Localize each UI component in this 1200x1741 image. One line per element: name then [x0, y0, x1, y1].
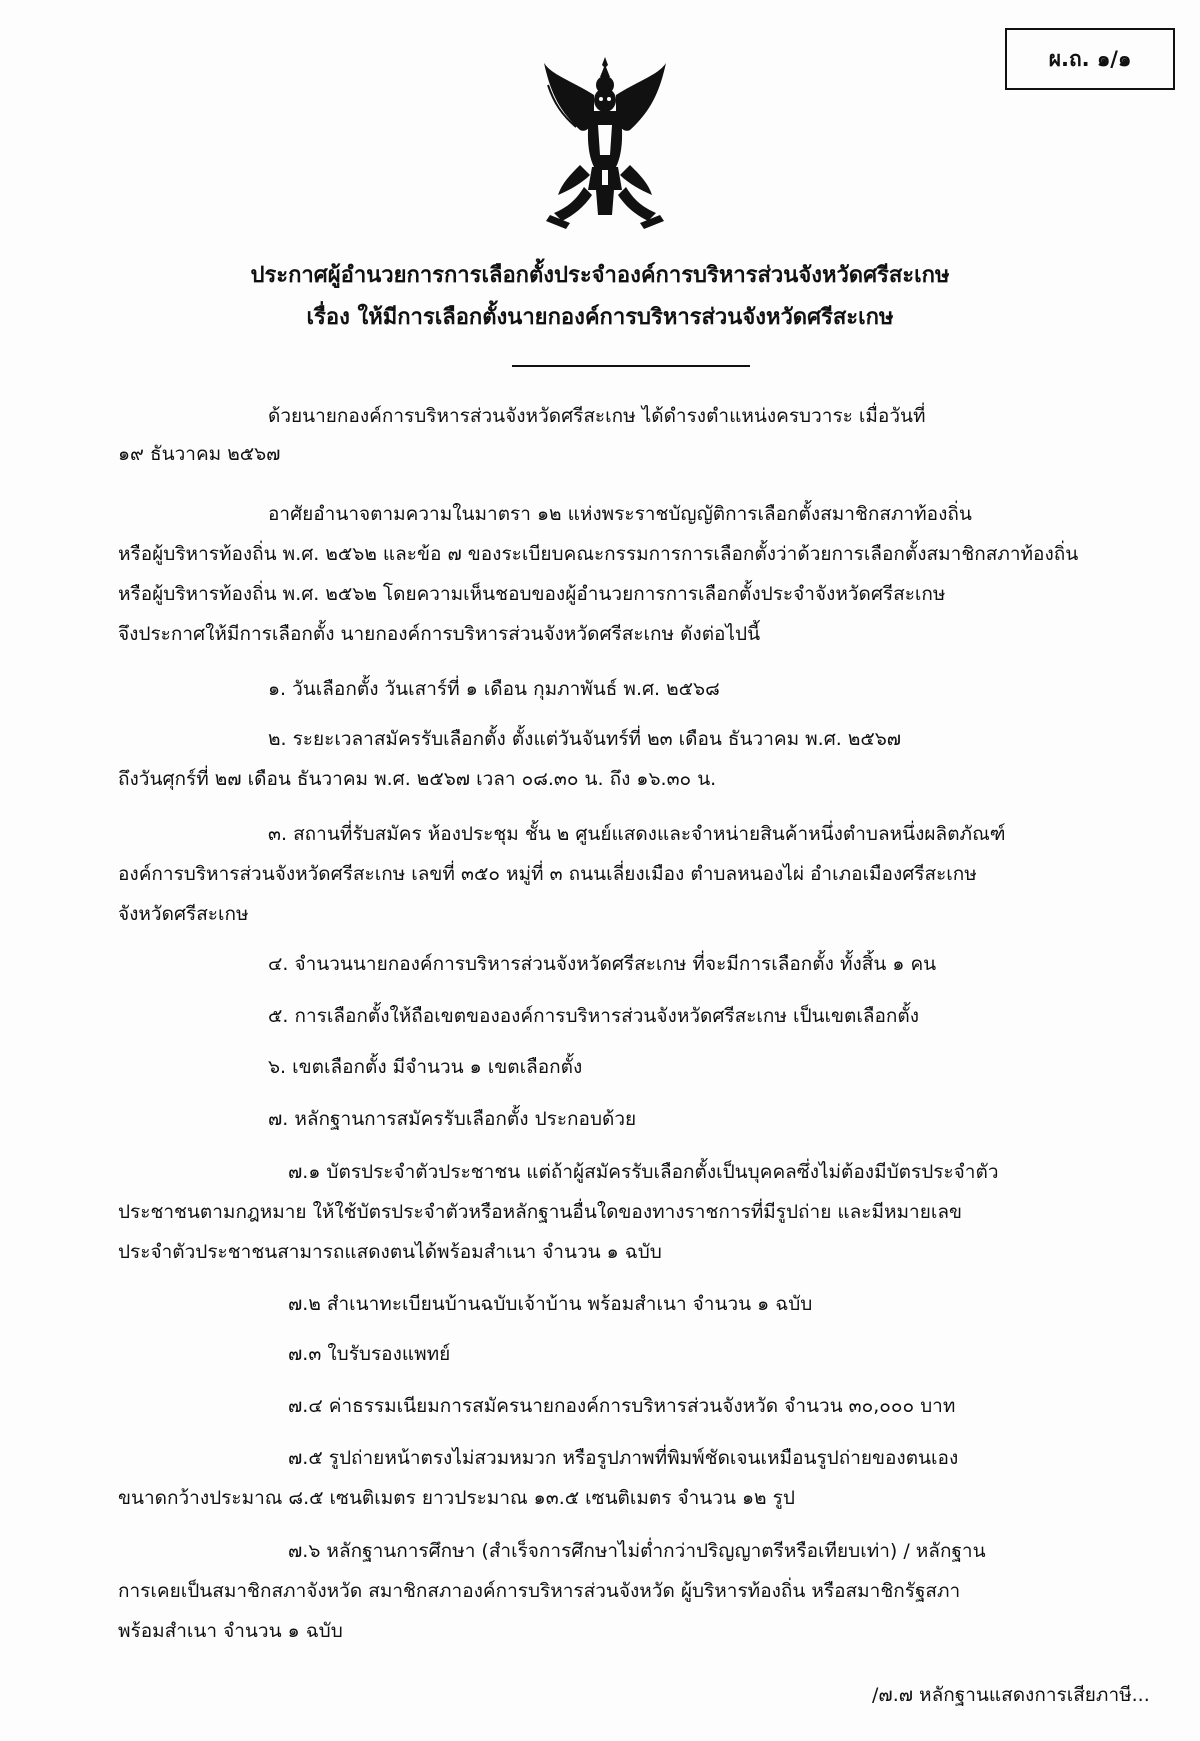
subitem-7-6-line-1: ๗.๖ หลักฐานการศึกษา (สำเร็จการศึกษาไม่ต่ำกว่าปริญญาตรีหรือเทียบเท่า) / หลักฐาน: [288, 1540, 986, 1562]
subitem-7-2: ๗.๒ สำเนาทะเบียนบ้านฉบับเจ้าบ้าน พร้อมสำเนา จำนวน ๑ ฉบับ: [288, 1293, 813, 1315]
item-3-line-3: จังหวัดศรีสะเกษ: [118, 903, 249, 925]
title-underline: [512, 365, 750, 367]
paragraph-2-line-4: จึงประกาศให้มีการเลือกตั้ง นายกองค์การบริหารส่วนจังหวัดศรีสะเกษ ดังต่อไปนี้: [118, 623, 761, 645]
form-code: ผ.ถ. ๑/๑: [1048, 46, 1132, 71]
subitem-7-1-line-1: ๗.๑ บัตรประจำตัวประชาชน แต่ถ้าผู้สมัครรับเลือกตั้งเป็นบุคคลซึ่งไม่ต้องมีบัตรประจำตัว: [288, 1161, 999, 1183]
item-7: ๗. หลักฐานการสมัครรับเลือกตั้ง ประกอบด้วย: [268, 1108, 637, 1130]
item-3-line-2: องค์การบริหารส่วนจังหวัดศรีสะเกษ เลขที่ ๓๕๐ หมู่ที่ ๓ ถนนเลี่ยงเมือง ตำบลหนองไผ่ อำเภอเมืองศรีสะเกษ: [118, 863, 977, 885]
subitem-7-5-line-2: ขนาดกว้างประมาณ ๘.๕ เซนติเมตร ยาวประมาณ ๑๓.๕ เซนติเมตร จำนวน ๑๒ รูป: [118, 1487, 795, 1509]
item-3-line-1: ๓. สถานที่รับสมัคร ห้องประชุม ชั้น ๒ ศูนย์แสดงและจำหน่ายสินค้าหนึ่งตำบลหนึ่งผลิตภัณฑ์: [268, 823, 1006, 845]
continuation-footer: /๗.๗ หลักฐานแสดงการเสียภาษี...: [872, 1684, 1150, 1706]
item-6: ๖. เขตเลือกตั้ง มีจำนวน ๑ เขตเลือกตั้ง: [268, 1056, 583, 1078]
subitem-7-5-line-1: ๗.๕ รูปถ่ายหน้าตรงไม่สวมหมวก หรือรูปภาพที่พิมพ์ชัดเจนเหมือนรูปถ่ายของตนเอง: [288, 1447, 959, 1469]
paragraph-1-line-2: ๑๙ ธันวาคม ๒๕๖๗: [118, 443, 281, 465]
subitem-7-1-line-2: ประชาชนตามกฎหมาย ให้ใช้บัตรประจำตัวหรือหลักฐานอื่นใดของทางราชการที่มีรูปถ่าย และมีหมายเลข: [118, 1201, 962, 1223]
paragraph-2-line-1: อาศัยอำนาจตามความในมาตรา ๑๒ แห่งพระราชบัญญัติการเลือกตั้งสมาชิกสภาท้องถิ่น: [268, 503, 972, 525]
title-line-1: ประกาศผู้อำนวยการการเลือกตั้งประจำองค์การบริหารส่วนจังหวัดศรีสะเกษ: [250, 263, 950, 288]
subitem-7-1-line-3: ประจำตัวประชาชนสามารถแสดงตนได้พร้อมสำเนา จำนวน ๑ ฉบับ: [118, 1241, 662, 1263]
garuda-emblem-icon: [540, 55, 670, 230]
item-2-line-1: ๒. ระยะเวลาสมัครรับเลือกตั้ง ตั้งแต่วันจันทร์ที่ ๒๓ เดือน ธันวาคม พ.ศ. ๒๕๖๗: [268, 728, 902, 750]
announcement-title: [0, 255, 1200, 339]
subitem-7-4: ๗.๔ ค่าธรรมเนียมการสมัครนายกองค์การบริหารส่วนจังหวัด จำนวน ๓๐,๐๐๐ บาท: [288, 1395, 956, 1417]
item-1-election-date: ๑. วันเลือกตั้ง วันเสาร์ที่ ๑ เดือน กุมภาพันธ์ พ.ศ. ๒๕๖๘: [268, 678, 720, 700]
paragraph-1-line-1: ด้วยนายกองค์การบริหารส่วนจังหวัดศรีสะเกษ ได้ดำรงตำแหน่งครบวาระ เมื่อวันที่: [268, 405, 926, 427]
paragraph-2-line-3: หรือผู้บริหารท้องถิ่น พ.ศ. ๒๕๖๒ โดยความเห็นชอบของผู้อำนวยการการเลือกตั้งประจำจังหวัดศรีสะเกษ: [118, 583, 946, 605]
item-5: ๕. การเลือกตั้งให้ถือเขตขององค์การบริหารส่วนจังหวัดศรีสะเกษ เป็นเขตเลือกตั้ง: [268, 1005, 920, 1027]
item-4: ๔. จำนวนนายกองค์การบริหารส่วนจังหวัดศรีสะเกษ ที่จะมีการเลือกตั้ง ทั้งสิ้น ๑ คน: [268, 953, 937, 975]
subitem-7-3: ๗.๓ ใบรับรองแพทย์: [288, 1343, 451, 1365]
title-line-2: เรื่อง ให้มีการเลือกตั้งนายกองค์การบริหารส่วนจังหวัดศรีสะเกษ: [306, 305, 894, 330]
subitem-7-6-line-2: การเคยเป็นสมาชิกสภาจังหวัด สมาชิกสภาองค์การบริหารส่วนจังหวัด ผู้บริหารท้องถิ่น หรือสมาชิกรัฐสภา: [118, 1580, 961, 1602]
paragraph-2-line-2: หรือผู้บริหารท้องถิ่น พ.ศ. ๒๕๖๒ และข้อ ๗ ของระเบียบคณะกรรมการการเลือกตั้งว่าด้วยการเลือกตั้งสมาชิกสภาท้องถิ่น: [118, 543, 1079, 565]
form-code-box: [1005, 28, 1175, 90]
item-2-line-2: ถึงวันศุกร์ที่ ๒๗ เดือน ธันวาคม พ.ศ. ๒๕๖๗ เวลา ๐๘.๓๐ น. ถึง ๑๖.๓๐ น.: [118, 768, 717, 790]
subitem-7-6-line-3: พร้อมสำเนา จำนวน ๑ ฉบับ: [118, 1620, 343, 1642]
